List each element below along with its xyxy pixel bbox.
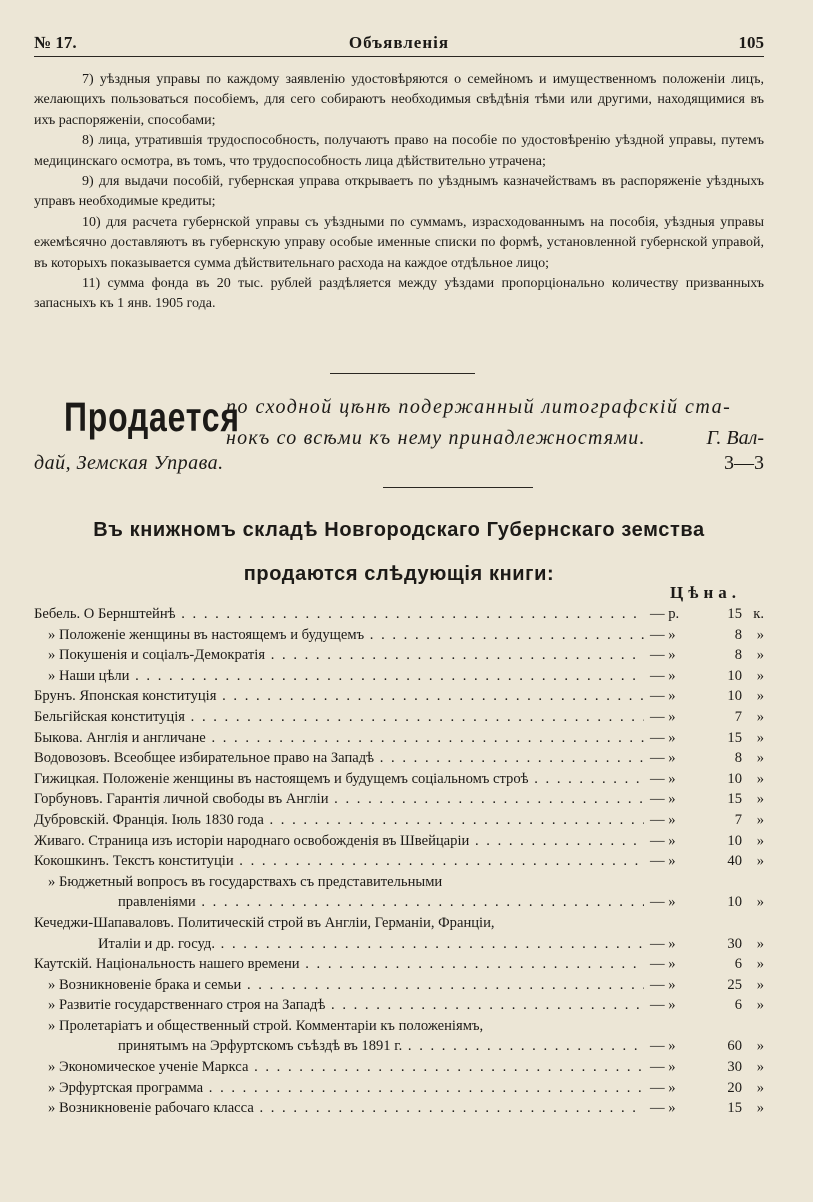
book-title: Водовозовъ. Всеобщее избирательное право на Западѣ . . . xyxy=(34,750,644,767)
book-row xyxy=(34,627,764,648)
price-unit: » xyxy=(756,791,764,808)
book-title: » Экономическое ученіе Маркса . . . xyxy=(48,1059,644,1076)
book-title-line xyxy=(34,915,764,936)
book-price: 7 xyxy=(734,811,742,828)
price-unit: » xyxy=(756,832,764,849)
book-price: 15 xyxy=(727,791,742,808)
price-unit: » xyxy=(756,750,764,767)
book-title: Кечеджи-Шапаваловъ. Политическій строй въ Англіи, Германіи, Франціи, xyxy=(34,914,495,931)
ad-headline: Продается xyxy=(64,394,240,440)
price-currency: — » xyxy=(650,1079,676,1096)
book-row xyxy=(34,853,764,874)
book-row xyxy=(34,997,764,1018)
price-currency: — » xyxy=(650,708,676,725)
book-price: 15 xyxy=(727,1100,742,1117)
price-currency: — » xyxy=(650,853,676,870)
book-entry xyxy=(34,688,764,709)
price-currency: — » xyxy=(650,811,676,828)
book-entry xyxy=(34,977,764,998)
book-entry xyxy=(34,771,764,792)
book-entry xyxy=(34,791,764,812)
price-currency: — » xyxy=(650,956,676,973)
book-entry xyxy=(34,915,764,956)
price-currency: — » xyxy=(650,832,676,849)
price-unit: к. xyxy=(753,606,764,622)
price-unit: » xyxy=(756,811,764,828)
price-unit: » xyxy=(756,853,764,870)
book-price: 8 xyxy=(734,647,742,664)
book-title: » Покушенія и соціалъ-Демократія . . . xyxy=(48,647,644,664)
book-price: 8 xyxy=(734,750,742,767)
page-number: 105 xyxy=(738,33,764,52)
paragraph-8: 8) лица, утратившія трудоспособность, получаютъ право на пособіе по удостовѣренію уѣздной управы, путемъ медицинскаго осмотра, въ томъ, что трудоспособность лица дѣйствительно утрачена; xyxy=(34,133,764,169)
paragraph-10: 10) для расчета губернской управы съ уѣздными по суммамъ, израсходованнымъ на пособія, уѣздныя управы ежемѣсячно доставляютъ въ губернскую управу особые именные списки по формѣ, установленной губернской управой, въ которыхъ показывается сумма дѣйствительнаго расхода на каждое отдѣльное лицо; xyxy=(34,214,764,271)
book-row xyxy=(34,606,764,627)
book-price: 7 xyxy=(734,708,742,725)
book-price: 6 xyxy=(734,956,742,973)
book-entry xyxy=(34,668,764,689)
sale-advertisement xyxy=(34,392,764,476)
book-entry xyxy=(34,956,764,977)
price-currency: — » xyxy=(650,667,676,684)
book-title: Горбуновъ. Гарантія личной свободы въ Англіи . . . xyxy=(34,791,644,808)
book-entry xyxy=(34,997,764,1018)
ad-line-2-tail: Г. Вал- xyxy=(706,427,764,449)
running-header xyxy=(34,33,764,55)
book-title: Италіи и др. госуд. . . . xyxy=(98,936,644,953)
book-price: 60 xyxy=(727,1038,742,1055)
book-entry xyxy=(34,1018,764,1059)
price-unit: » xyxy=(756,956,764,973)
book-price: 10 xyxy=(727,667,742,684)
book-title: Быкова. Англія и англичане . . . xyxy=(34,730,644,747)
book-list-heading: Въ книжномъ складѣ Новгородскаго Губернскаго земства продаются слѣдующія книги: xyxy=(93,519,705,585)
book-row xyxy=(34,956,764,977)
book-row xyxy=(34,1038,764,1059)
book-price: 40 xyxy=(727,853,742,870)
book-price: 30 xyxy=(727,1059,742,1076)
book-title: Гижицкая. Положеніе женщины въ настоящемъ и будущемъ соціальномъ строѣ . . . xyxy=(34,771,644,788)
book-row xyxy=(34,977,764,998)
price-currency: — » xyxy=(650,770,676,787)
book-entry xyxy=(34,1080,764,1101)
book-title-line xyxy=(34,1018,764,1039)
ad-line-3: дай, Земская Управа. xyxy=(34,452,224,474)
header-rule xyxy=(34,56,764,57)
book-title: Бельгійская конституція . . . xyxy=(34,709,644,726)
price-currency: — » xyxy=(650,750,676,767)
book-row xyxy=(34,894,764,915)
book-entry xyxy=(34,853,764,874)
price-unit: » xyxy=(756,1059,764,1076)
book-price: 15 xyxy=(727,606,742,622)
price-unit: » xyxy=(756,894,764,911)
book-price: 15 xyxy=(727,729,742,746)
price-currency: — » xyxy=(650,1038,676,1055)
book-entry xyxy=(34,709,764,730)
ad-line-2: нокъ со всѣми къ нему принадлежностями. xyxy=(226,427,646,449)
ad-line-1: по сходной цѣнѣ подержанный литографскій ста- xyxy=(226,396,732,418)
book-title-line xyxy=(34,874,764,895)
book-entry xyxy=(34,750,764,771)
book-row xyxy=(34,1080,764,1101)
book-price: 10 xyxy=(727,770,742,787)
price-currency: — » xyxy=(650,1100,676,1117)
book-catalog xyxy=(34,606,764,1121)
price-unit: » xyxy=(756,997,764,1014)
book-title: правленіями . . . xyxy=(118,894,644,911)
price-currency: — » xyxy=(650,791,676,808)
price-unit: » xyxy=(756,976,764,993)
book-row xyxy=(34,1100,764,1121)
separator-rule xyxy=(330,373,475,374)
paragraph-11: 11) сумма фонда въ 20 тыс. рублей раздѣляется между уѣздами пропорціонально количеству призванныхъ запасныхъ къ 1 янв. 1905 года. xyxy=(34,276,764,312)
book-entry xyxy=(34,730,764,751)
price-unit: » xyxy=(756,729,764,746)
price-unit: » xyxy=(756,1079,764,1096)
price-currency: — » xyxy=(650,976,676,993)
book-price: 8 xyxy=(734,626,742,643)
price-column-header: Цѣна. xyxy=(670,583,741,602)
issue-number: № 17. xyxy=(34,33,77,52)
book-price: 10 xyxy=(727,894,742,911)
book-row xyxy=(34,750,764,771)
price-unit: » xyxy=(756,688,764,705)
book-title: Каутскій. Національность нашего времени . . . xyxy=(34,956,644,973)
price-currency: — » xyxy=(650,688,676,705)
book-row xyxy=(34,709,764,730)
book-title: » Возникновеніе брака и семьи . . . xyxy=(48,977,644,994)
book-entry xyxy=(34,606,764,627)
price-currency: — р. xyxy=(650,606,680,622)
book-entry xyxy=(34,647,764,668)
book-entry xyxy=(34,812,764,833)
book-row xyxy=(34,1059,764,1080)
book-row xyxy=(34,730,764,751)
price-currency: — » xyxy=(650,647,676,664)
book-title: » Эрфуртская программа . . . xyxy=(48,1080,644,1097)
book-title: » Наши цѣли . . . xyxy=(48,668,644,685)
book-title: » Развитіе государственнаго строя на Западѣ . . . xyxy=(48,997,644,1014)
price-unit: » xyxy=(756,1038,764,1055)
book-title: » Бюджетный вопросъ въ государствахъ съ представительными xyxy=(48,873,443,890)
book-title: Живаго. Страница изъ исторіи народнаго освобожденія въ Швейцаріи . . . xyxy=(34,833,644,850)
book-title: Бебель. О Бернштейнѣ . . . xyxy=(34,606,644,623)
book-row xyxy=(34,791,764,812)
separator-rule xyxy=(383,487,533,488)
book-title: » Возникновеніе рабочаго класса . . . xyxy=(48,1100,644,1117)
book-entry xyxy=(34,1100,764,1121)
book-row xyxy=(34,647,764,668)
price-unit: » xyxy=(756,935,764,952)
book-price: 20 xyxy=(727,1079,742,1096)
book-title: Кокошкинъ. Текстъ конституціи . . . xyxy=(34,853,644,870)
paragraph-7: 7) уѣздныя управы по каждому заявленію удостовѣряются о семейномъ и имущественномъ положеніи лицъ, желающихъ пользоваться пособіемъ, для сего собираютъ необходимыя свѣдѣнія тѣми или другими, находящимися въ ихъ распоряженіи, способами; xyxy=(34,72,764,128)
price-unit: » xyxy=(756,626,764,643)
price-currency: — » xyxy=(650,1059,676,1076)
book-title: Дубровскій. Франція. Іюль 1830 года . . . xyxy=(34,812,644,829)
price-unit: » xyxy=(756,708,764,725)
book-title: » Пролетаріатъ и общественный строй. Комментаріи къ положеніямъ, xyxy=(48,1017,484,1034)
book-price: 6 xyxy=(734,997,742,1014)
book-row xyxy=(34,688,764,709)
price-currency: — » xyxy=(650,894,676,911)
book-title: Брунъ. Японская конституція . . . xyxy=(34,688,644,705)
section-title: Объявленія xyxy=(348,33,450,52)
price-currency: — » xyxy=(650,997,676,1014)
book-price: 10 xyxy=(727,832,742,849)
book-price: 25 xyxy=(727,976,742,993)
price-unit: » xyxy=(756,647,764,664)
price-currency: — » xyxy=(650,626,676,643)
price-unit: » xyxy=(756,1100,764,1117)
price-unit: » xyxy=(756,667,764,684)
ad-run-count: 3—3 xyxy=(724,452,764,474)
book-row xyxy=(34,936,764,957)
price-unit: » xyxy=(756,770,764,787)
book-title: » Положеніе женщины въ настоящемъ и будущемъ . . . xyxy=(48,627,644,644)
book-title: принятымъ на Эрфуртскомъ съѣздѣ въ 1891 г. . . . xyxy=(118,1038,644,1055)
regulation-text xyxy=(34,70,764,315)
book-row xyxy=(34,812,764,833)
price-currency: — » xyxy=(650,729,676,746)
price-currency: — » xyxy=(650,935,676,952)
book-row xyxy=(34,833,764,854)
paragraph-9: 9) для выдачи пособій, губернская управа открываетъ по уѣзднымъ казначействамъ въ распоряженіе уѣздныхъ управъ необходимые кредиты; xyxy=(34,174,764,210)
book-entry xyxy=(34,1059,764,1080)
book-row xyxy=(34,668,764,689)
book-entry xyxy=(34,627,764,648)
book-price: 30 xyxy=(727,935,742,952)
book-entry xyxy=(34,874,764,915)
book-row xyxy=(34,771,764,792)
book-price: 10 xyxy=(727,688,742,705)
book-entry xyxy=(34,833,764,854)
